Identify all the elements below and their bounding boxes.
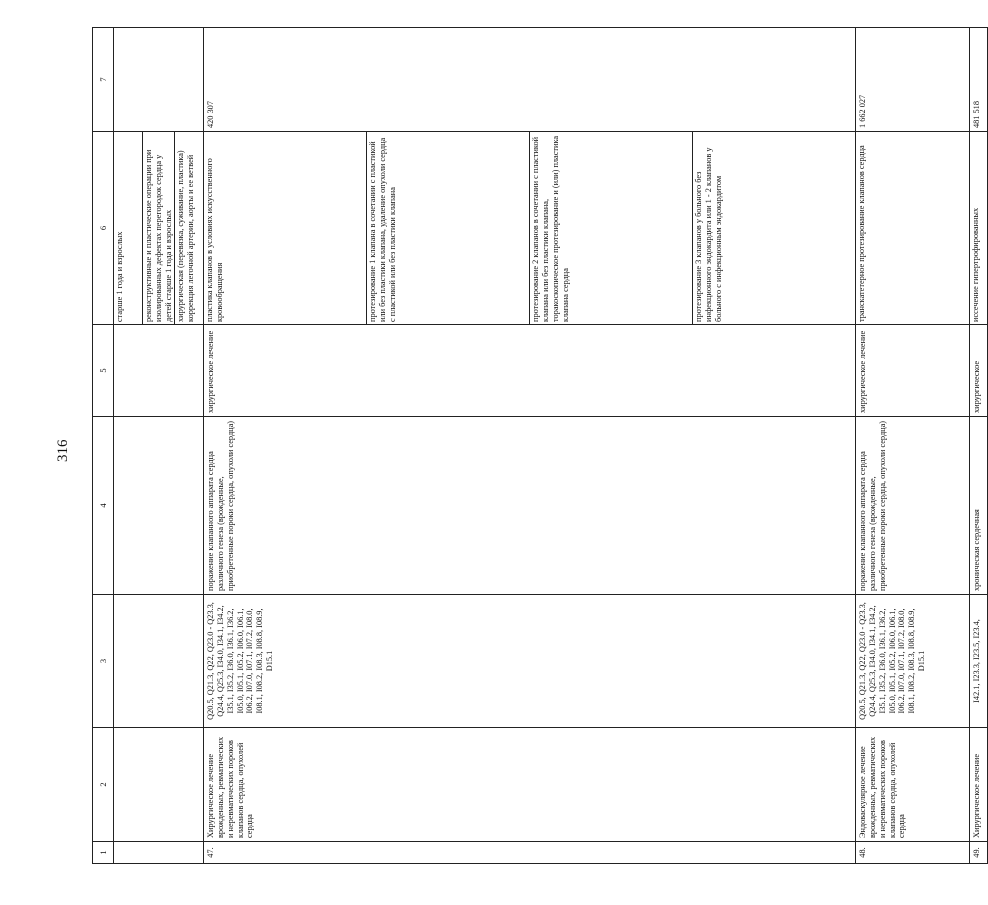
- method-item: протезирование 3 клапанов у больного без инфекционного эндокардита или 1 - 2 клапанов у больного с инфекционным эндокардитом: [694, 147, 723, 322]
- method-item: протезирование 2 клапанов в сочетании с пластикой клапана или без пластики клапана, торакоскопическое протезирование и (или) пластика клапана сердца: [530, 132, 693, 324]
- method-item: иссечение гипертрофированных: [971, 207, 981, 322]
- treatment-methods: [856, 132, 970, 325]
- header-col-6: 6: [93, 132, 114, 325]
- care-name: Хирургическое лечение врожденных, ревматических и неревматических пороков клапанов сердца, опухолей сердца: [204, 728, 856, 842]
- cost-amount: 420 307: [204, 28, 856, 132]
- table-row: [204, 28, 856, 864]
- header-row: [93, 28, 114, 864]
- patient-model: поражение клапанного аппарата сердца различного генеза (врожденные, приобретенные пороки сердца, опухоли сердца): [204, 417, 856, 595]
- continuation-row: [114, 28, 204, 864]
- treatment-kind: хирургическое: [970, 325, 988, 417]
- cost-amount: 1 662 027: [856, 28, 970, 132]
- patient-model: хроническая сердечная: [970, 417, 988, 595]
- row-number: 47.: [204, 842, 856, 864]
- page-number: 316: [55, 439, 71, 462]
- table-row: [970, 28, 988, 864]
- header-col-4: 4: [93, 417, 114, 595]
- method-item: старше 1 года и взрослых: [114, 132, 143, 324]
- icd-codes: Q20.5, Q21.3, Q22, Q23.0 - Q23.3, Q24.4, Q25.3, I34.0, I34.1, I34.2, I35.1, I35.2, I36.0, I36.1, I36.2, I05.0, I05.1, I05.2, I06.0, I06.1, I06.2, I07.0, I07.1, I07.2, I08.0, I08.1, I08.2, I08.3, I08.8, I08.9, D15.1: [856, 595, 970, 728]
- continuation-methods: [114, 132, 204, 325]
- patient-model: поражение клапанного аппарата сердца различного генеза (врожденные, приобретенные пороки сердца, опухоли сердца): [856, 417, 970, 595]
- header-col-5: 5: [93, 325, 114, 417]
- method-item: транскатетерное протезирование клапанов сердца: [857, 145, 867, 322]
- header-col-1: 1: [93, 842, 114, 864]
- cost-amount: 481 518: [970, 28, 988, 132]
- header-col-2: 2: [93, 728, 114, 842]
- treatment-kind: хирургическое лечение: [856, 325, 970, 417]
- rotated-table-container: [92, 28, 982, 864]
- icd-codes: Q20.5, Q21.3, Q22, Q23.0 - Q23.3, Q24.4, Q25.3, I34.0, I34.1, I34.2, I35.1, I35.2, I36.0, I36.1, I36.2, I05.0, I05.1, I05.2, I06.0, I06.1, I06.2, I07.0, I07.1, I07.2, I08.0, I08.1, I08.2, I08.3, I08.8, I08.9, D15.1: [204, 595, 856, 728]
- care-name: Эндоваскулярное лечение врожденных, ревматических и неревматических пороков клапанов сердца, опухолей сердца: [856, 728, 970, 842]
- row-number: 49.: [970, 842, 988, 864]
- method-item: реконструктивные и пластические операции при изолированных дефектах перегородок сердца у детей старше 1 года и взрослых: [143, 132, 175, 324]
- treatment-methods: [970, 132, 988, 325]
- header-col-7: 7: [93, 28, 114, 132]
- method-item: хирургическая (перевязка, суживание, пластика) коррекция легочной артерии, аорты и ее ветвей: [176, 150, 196, 322]
- method-item: протезирование 1 клапана в сочетании с пластикой или без пластики клапана, удаление опухоли сердца с пластикой или без пластики клапана: [367, 132, 530, 324]
- services-table: [92, 27, 988, 864]
- icd-codes: I42.1, I23.3, I23.5, I23.4,: [970, 595, 988, 728]
- care-name: Хирургическое лечение: [970, 728, 988, 842]
- table-row: [856, 28, 970, 864]
- treatment-kind: хирургическое лечение: [204, 325, 856, 417]
- method-item: пластика клапанов в условиях искусственного кровообращения: [204, 132, 367, 324]
- header-col-3: 3: [93, 595, 114, 728]
- row-number: 48.: [856, 842, 970, 864]
- treatment-methods: [204, 132, 856, 325]
